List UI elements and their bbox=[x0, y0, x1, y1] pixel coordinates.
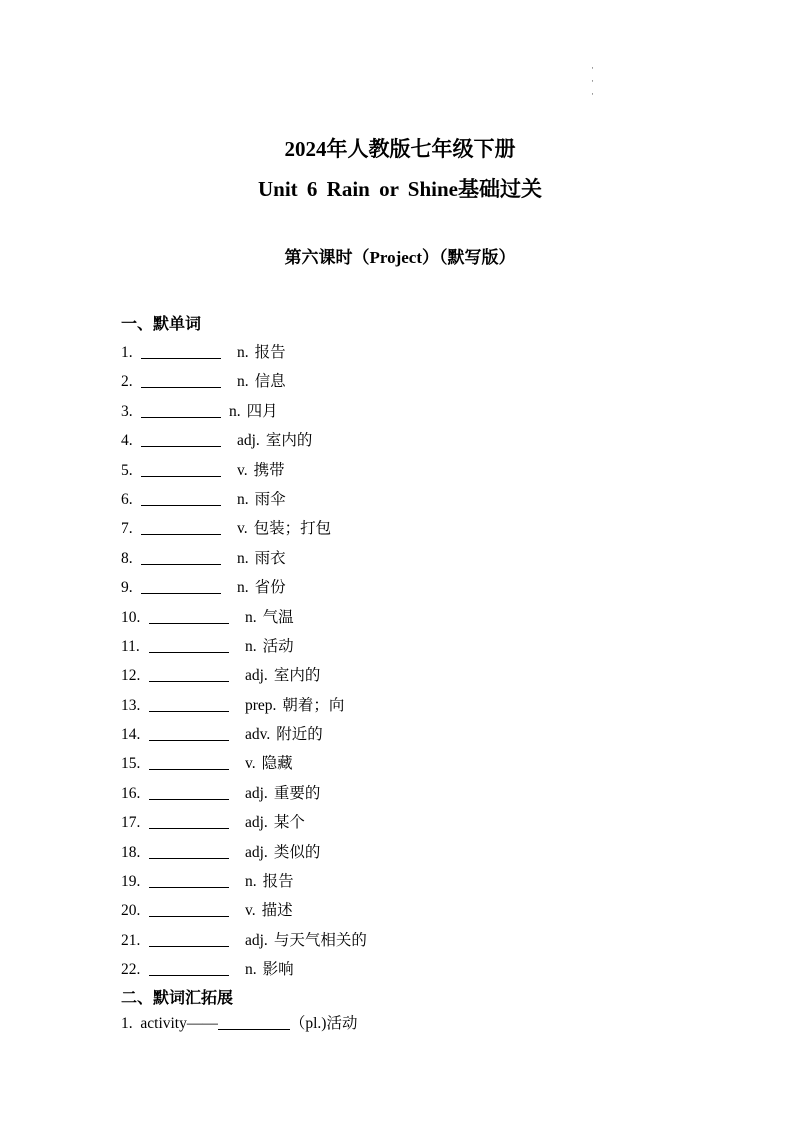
answer-blank[interactable] bbox=[141, 462, 221, 477]
word-item bbox=[121, 808, 721, 837]
word-item-number: 13. bbox=[121, 696, 141, 714]
part-of-speech: adv. bbox=[245, 726, 271, 744]
word-item-number: 14. bbox=[121, 726, 141, 744]
word-item bbox=[121, 456, 721, 485]
answer-blank[interactable] bbox=[141, 491, 221, 506]
answer-blank[interactable] bbox=[149, 609, 229, 624]
part-of-speech: n. bbox=[237, 549, 249, 567]
answer-blank[interactable] bbox=[141, 432, 221, 447]
answer-blank[interactable] bbox=[149, 667, 229, 682]
word-meaning: 附近的 bbox=[276, 726, 323, 744]
word-item bbox=[121, 338, 721, 367]
word-meaning: 省份 bbox=[254, 579, 286, 597]
answer-blank[interactable] bbox=[149, 726, 229, 741]
word-item-number: 11. bbox=[121, 637, 140, 655]
section-heading-extension: 二、默词汇拓展 bbox=[121, 990, 234, 1007]
part-of-speech: n. bbox=[245, 873, 257, 891]
word-meaning: 类似的 bbox=[273, 843, 321, 861]
answer-blank[interactable] bbox=[141, 344, 221, 359]
extension-item bbox=[121, 1011, 357, 1037]
word-item bbox=[121, 867, 721, 896]
word-list bbox=[121, 338, 721, 985]
part-of-speech: n. bbox=[229, 402, 241, 420]
word-item bbox=[121, 720, 721, 749]
part-of-speech: n. bbox=[237, 344, 249, 361]
part-of-speech: adj. bbox=[245, 667, 268, 685]
word-item bbox=[121, 632, 721, 661]
word-item bbox=[121, 926, 721, 955]
word-meaning: 与天气相关的 bbox=[273, 931, 367, 949]
word-item-number: 12. bbox=[121, 667, 141, 685]
word-meaning: 报告 bbox=[254, 344, 286, 361]
word-item bbox=[121, 691, 721, 720]
answer-blank[interactable] bbox=[149, 785, 229, 800]
word-item-number: 5. bbox=[121, 461, 133, 479]
word-item-number: 21. bbox=[121, 931, 141, 949]
answer-blank[interactable] bbox=[141, 403, 221, 418]
part-of-speech: v. bbox=[237, 461, 248, 479]
page-title-unit: Unit 6 Rain or Shine基础过关 bbox=[258, 177, 542, 201]
part-of-speech: adj. bbox=[245, 814, 268, 832]
answer-blank[interactable] bbox=[141, 520, 221, 535]
word-meaning: 影响 bbox=[262, 961, 294, 979]
part-of-speech: n. bbox=[245, 608, 257, 626]
word-item-number: 2. bbox=[121, 373, 133, 391]
word-item bbox=[121, 661, 721, 690]
part-of-speech: v. bbox=[245, 902, 256, 920]
word-meaning: 报告 bbox=[262, 873, 294, 891]
answer-blank[interactable] bbox=[149, 902, 229, 917]
word-item bbox=[121, 514, 721, 543]
word-meaning: 雨伞 bbox=[254, 490, 286, 508]
word-meaning: 朝着；向 bbox=[282, 696, 345, 714]
part-of-speech: adj. bbox=[245, 843, 268, 861]
word-item-number: 9. bbox=[121, 579, 133, 597]
word-item-number: 6. bbox=[121, 490, 133, 508]
section-heading-words: 一、默单词 bbox=[121, 316, 202, 333]
answer-blank[interactable] bbox=[149, 932, 229, 947]
word-item bbox=[121, 397, 721, 426]
answer-blank[interactable] bbox=[149, 961, 229, 976]
word-item-number: 10. bbox=[121, 608, 141, 626]
answer-blank[interactable] bbox=[149, 697, 229, 712]
word-meaning: 室内的 bbox=[265, 432, 313, 450]
word-item-number: 1. bbox=[121, 344, 133, 361]
word-meaning: 重要的 bbox=[273, 784, 321, 802]
answer-blank[interactable] bbox=[149, 873, 229, 888]
part-of-speech: prep. bbox=[245, 696, 277, 714]
word-meaning: 活动 bbox=[262, 637, 294, 655]
part-of-speech: n. bbox=[245, 961, 257, 979]
word-meaning: 室内的 bbox=[273, 667, 321, 685]
word-item bbox=[121, 779, 721, 808]
extension-item-suffix: （pl.)活动 bbox=[289, 1015, 358, 1032]
word-item-number: 17. bbox=[121, 814, 141, 832]
word-item bbox=[121, 485, 721, 514]
word-item bbox=[121, 749, 721, 778]
part-of-speech: v. bbox=[237, 520, 248, 538]
part-of-speech: adj. bbox=[237, 432, 260, 450]
word-item bbox=[121, 955, 721, 984]
part-of-speech: v. bbox=[245, 755, 256, 773]
word-item-number: 8. bbox=[121, 549, 133, 567]
part-of-speech: adj. bbox=[245, 784, 268, 802]
word-item-number: 19. bbox=[121, 873, 141, 891]
word-item-number: 3. bbox=[121, 402, 133, 420]
word-item-number: 20. bbox=[121, 902, 141, 920]
word-item bbox=[121, 367, 721, 396]
answer-blank[interactable] bbox=[149, 814, 229, 829]
word-item bbox=[121, 838, 721, 867]
word-item-number: 22. bbox=[121, 961, 141, 979]
part-of-speech: n. bbox=[237, 579, 249, 597]
word-item bbox=[121, 573, 721, 602]
word-item-number: 7. bbox=[121, 520, 133, 538]
word-meaning: 四月 bbox=[246, 402, 278, 420]
answer-blank[interactable] bbox=[149, 755, 229, 770]
answer-blank[interactable] bbox=[218, 1015, 290, 1030]
word-meaning: 隐藏 bbox=[261, 755, 293, 773]
part-of-speech: n. bbox=[237, 373, 249, 391]
page-title: 2024年人教版七年级下册 bbox=[284, 137, 516, 161]
word-item bbox=[121, 426, 721, 455]
margin-dots: · · · bbox=[591, 63, 594, 99]
word-item-number: 18. bbox=[121, 843, 141, 861]
extension-item-number: 1. bbox=[121, 1015, 133, 1032]
word-item bbox=[121, 603, 721, 632]
answer-blank[interactable] bbox=[149, 844, 229, 859]
word-item bbox=[121, 896, 721, 925]
extension-item-word: activity—— bbox=[140, 1015, 218, 1032]
part-of-speech: n. bbox=[245, 637, 257, 655]
word-meaning: 描述 bbox=[261, 902, 293, 920]
word-item-number: 4. bbox=[121, 432, 133, 450]
word-meaning: 气温 bbox=[262, 608, 294, 626]
word-meaning: 雨衣 bbox=[254, 549, 286, 567]
word-meaning: 包装；打包 bbox=[253, 520, 332, 538]
answer-blank[interactable] bbox=[141, 373, 221, 388]
part-of-speech: adj. bbox=[245, 931, 268, 949]
answer-blank[interactable] bbox=[141, 579, 221, 594]
word-meaning: 携带 bbox=[253, 461, 285, 479]
word-meaning: 某个 bbox=[273, 814, 305, 832]
page-subtitle: 第六课时（Project）（默写版） bbox=[284, 248, 516, 267]
word-item bbox=[121, 544, 721, 573]
word-item-number: 15. bbox=[121, 755, 141, 773]
answer-blank[interactable] bbox=[141, 550, 221, 565]
part-of-speech: n. bbox=[237, 490, 249, 508]
word-item-number: 16. bbox=[121, 784, 141, 802]
answer-blank[interactable] bbox=[149, 638, 229, 653]
word-meaning: 信息 bbox=[254, 373, 286, 391]
